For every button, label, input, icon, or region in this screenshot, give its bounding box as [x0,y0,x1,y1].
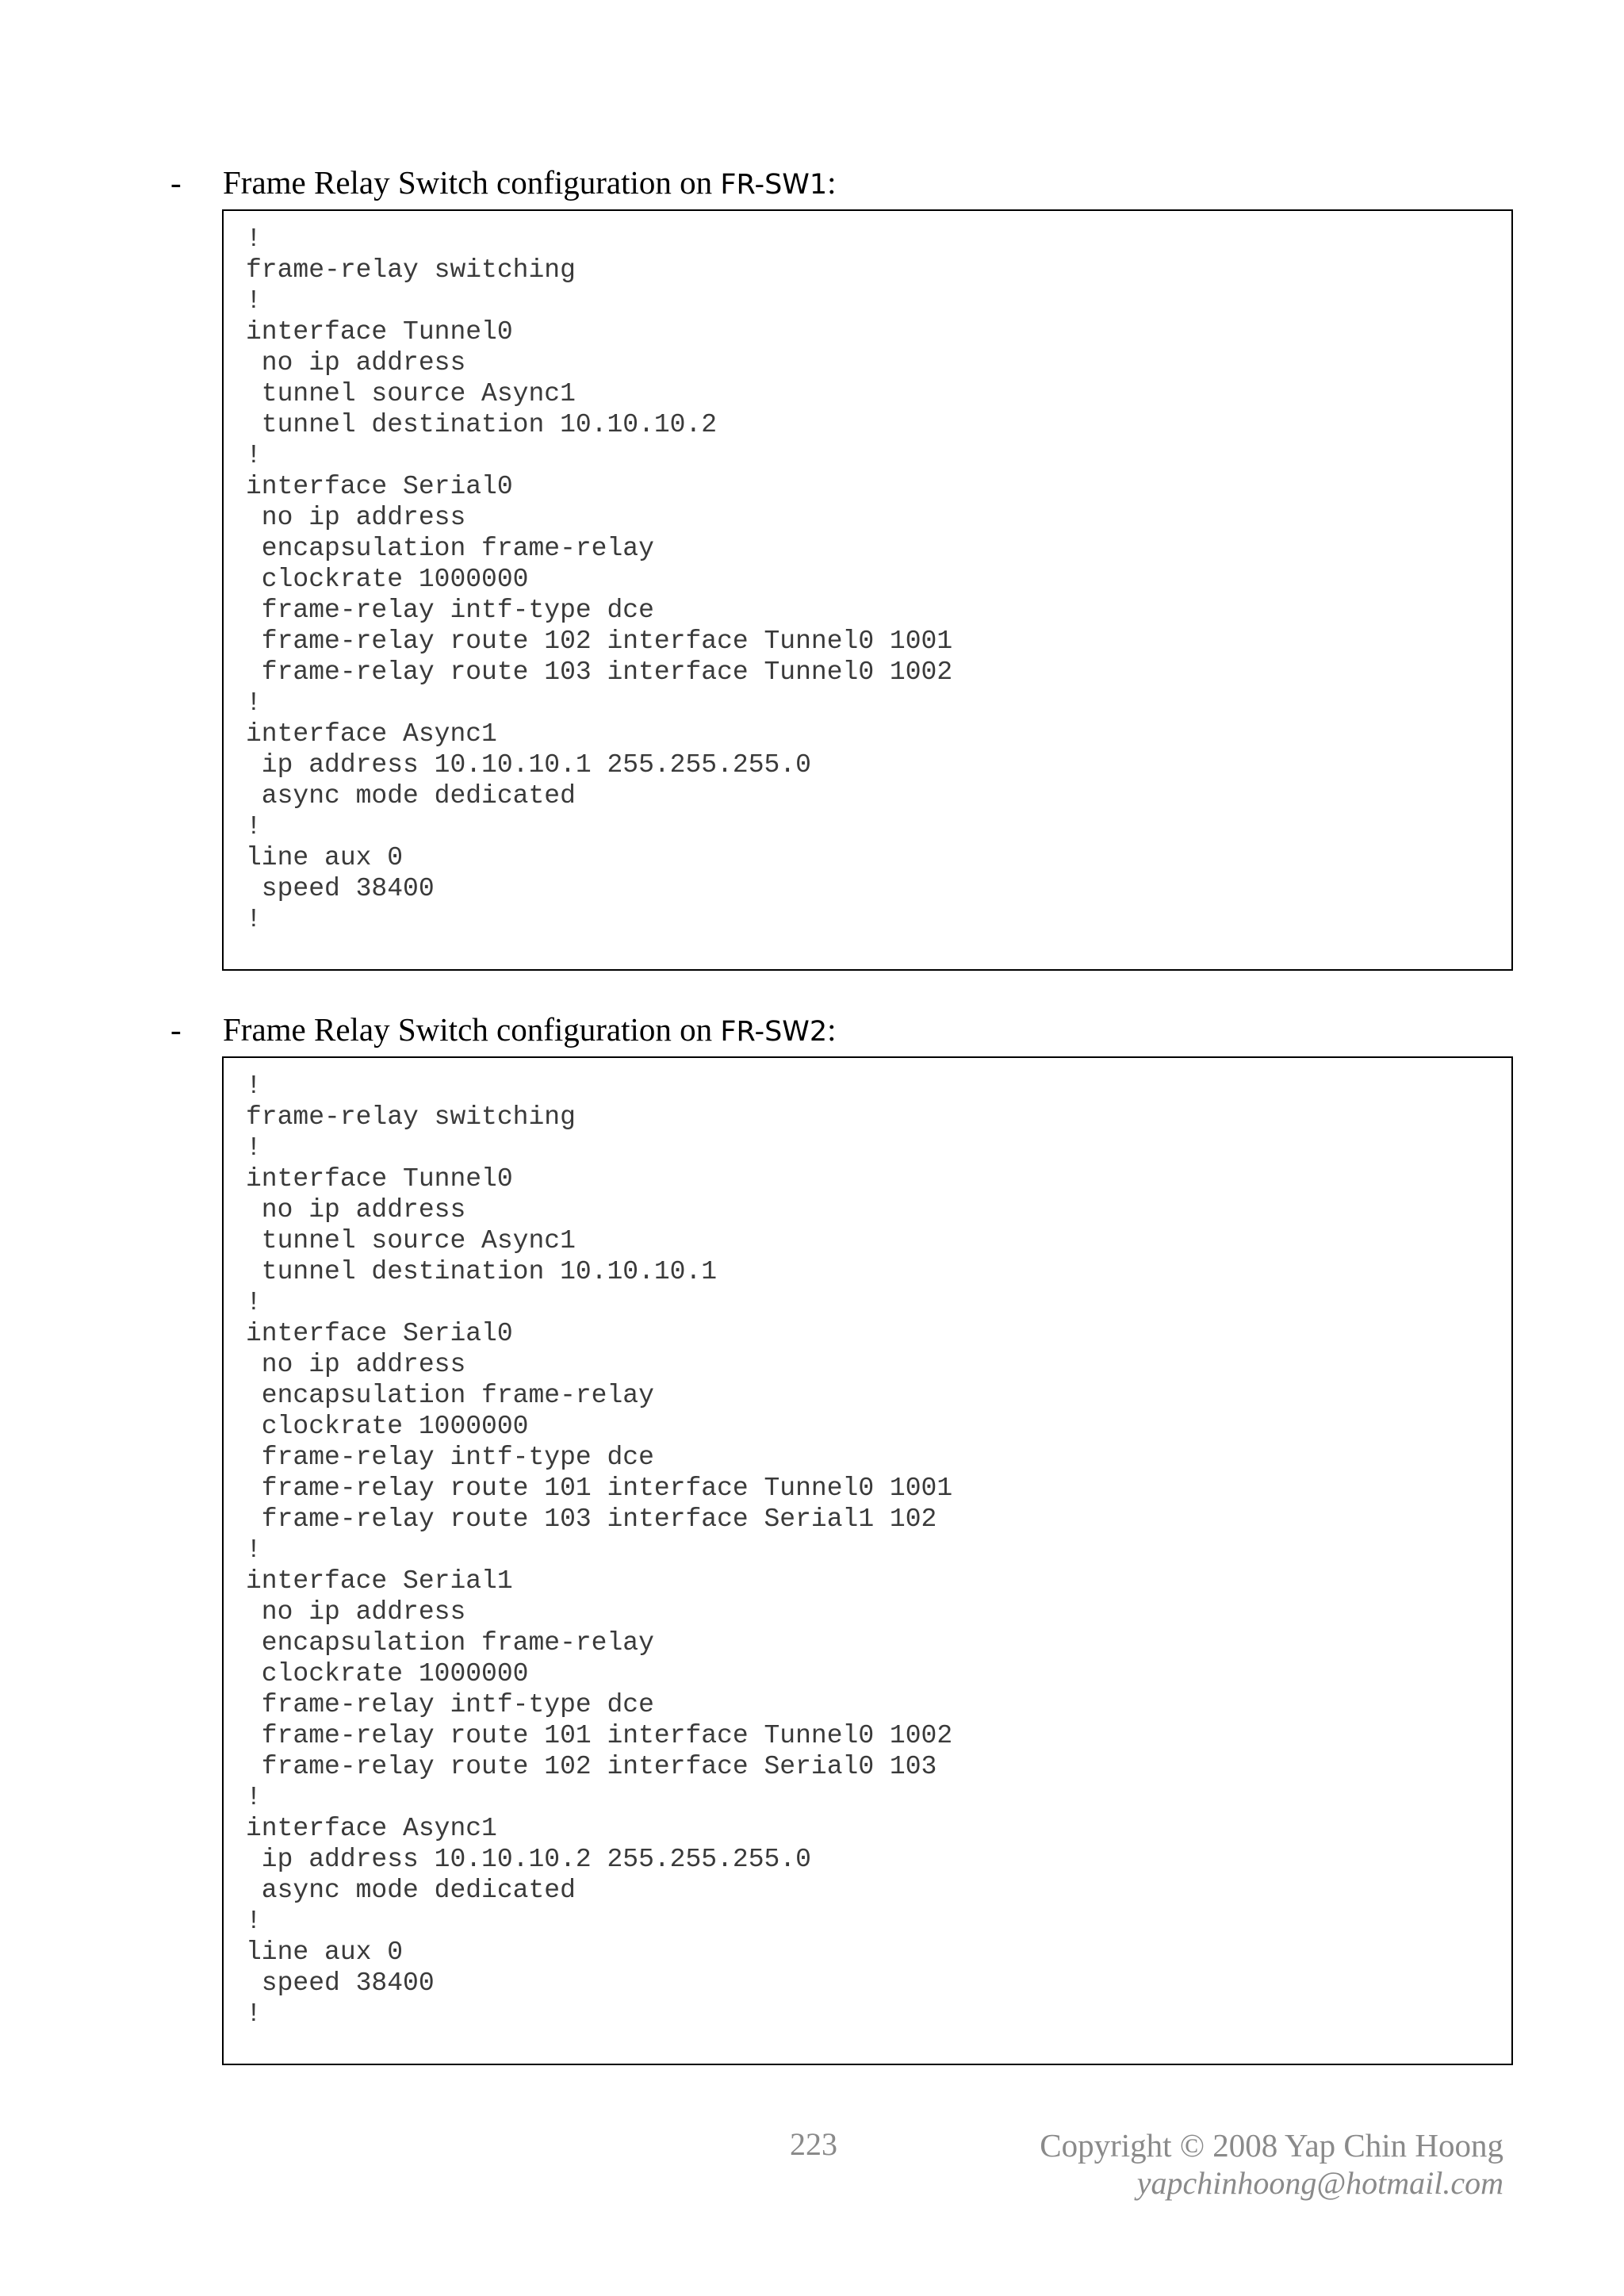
code-line: ! [246,812,262,841]
code-line: clockrate 1000000 [246,565,529,594]
heading-suffix: : [827,1011,837,1048]
heading-suffix: : [827,164,837,201]
code-line: frame-relay route 103 interface Serial1 102 [246,1504,937,1534]
code-line: interface Async1 [246,1814,497,1843]
bullet-dash: - [170,164,182,201]
code-line: speed 38400 [246,1968,435,1998]
code-line: ! [246,1535,262,1565]
code-line: line aux 0 [246,843,404,872]
code-line: frame-relay route 102 interface Serial0 103 [246,1752,937,1781]
code-line: speed 38400 [246,874,435,903]
code-line: frame-relay intf-type dce [246,1443,654,1472]
code-line: interface Tunnel0 [246,317,513,347]
code-line: ! [246,441,262,470]
code-line: ! [246,224,262,254]
footer-credits [1040,2125,1503,2202]
code-line: encapsulation frame-relay [246,534,654,563]
heading-text [223,160,837,207]
config-code-box-fr-sw1 [222,209,1513,971]
code-line: frame-relay route 101 interface Tunnel0 1002 [246,1721,953,1750]
code-line: ! [246,1999,262,2029]
code-line: ! [246,688,262,718]
code-line: ! [246,905,262,934]
code-line: frame-relay switching [246,255,576,285]
code-line: interface Serial1 [246,1566,513,1596]
code-line: tunnel destination 10.10.10.2 [246,410,718,439]
code-line: no ip address [246,348,466,378]
heading-prefix: Frame Relay Switch configuration on [223,1011,721,1048]
code-line: ! [246,1071,262,1101]
copyright-notice: Copyright © 2008 Yap Chin Hoong [1040,2127,1503,2164]
heading-text [223,1007,837,1054]
code-line: no ip address [246,503,466,532]
code-line: encapsulation frame-relay [246,1381,654,1410]
code-line: clockrate 1000000 [246,1659,529,1688]
code-line: ! [246,1907,262,1936]
code-line: interface Async1 [246,719,497,749]
page-number: 223 [790,2126,837,2162]
code-line: async mode dedicated [246,781,576,811]
code-line: interface Serial0 [246,1319,513,1348]
code-line: frame-relay intf-type dce [246,596,654,625]
code-line: interface Tunnel0 [246,1164,513,1194]
code-line: frame-relay route 103 interface Tunnel0 1002 [246,657,953,687]
code-line: ! [246,1133,262,1163]
code-line: no ip address [246,1350,466,1379]
author-email: yapchinhoong@hotmail.com [1136,2165,1503,2201]
device-name: FR-SW2 [720,1016,828,1048]
code-line: clockrate 1000000 [246,1412,529,1441]
heading-prefix: Frame Relay Switch configuration on [223,164,721,201]
device-name: FR-SW1 [720,169,828,201]
code-line: ! [246,1783,262,1812]
code-line: encapsulation frame-relay [246,1628,654,1658]
bullet-dash: - [170,1011,182,1048]
code-line: interface Serial0 [246,472,513,501]
code-line: frame-relay route 101 interface Tunnel0 1001 [246,1474,953,1503]
code-line: tunnel source Async1 [246,379,576,408]
code-line: line aux 0 [246,1938,404,1967]
config-code-box-fr-sw2 [222,1056,1513,2065]
code-line: frame-relay intf-type dce [246,1690,654,1719]
code-line: ! [246,1288,262,1317]
code-line: no ip address [246,1597,466,1627]
code-line: frame-relay switching [246,1102,576,1132]
code-line: ip address 10.10.10.2 255.255.255.0 [246,1845,811,1874]
code-line: frame-relay route 102 interface Tunnel0 1001 [246,627,953,656]
code-line: async mode dedicated [246,1876,576,1905]
code-line: ip address 10.10.10.1 255.255.255.0 [246,750,811,780]
code-line: tunnel source Async1 [246,1226,576,1255]
code-line: ! [246,286,262,316]
code-line: no ip address [246,1195,466,1225]
code-line: tunnel destination 10.10.10.1 [246,1257,718,1286]
